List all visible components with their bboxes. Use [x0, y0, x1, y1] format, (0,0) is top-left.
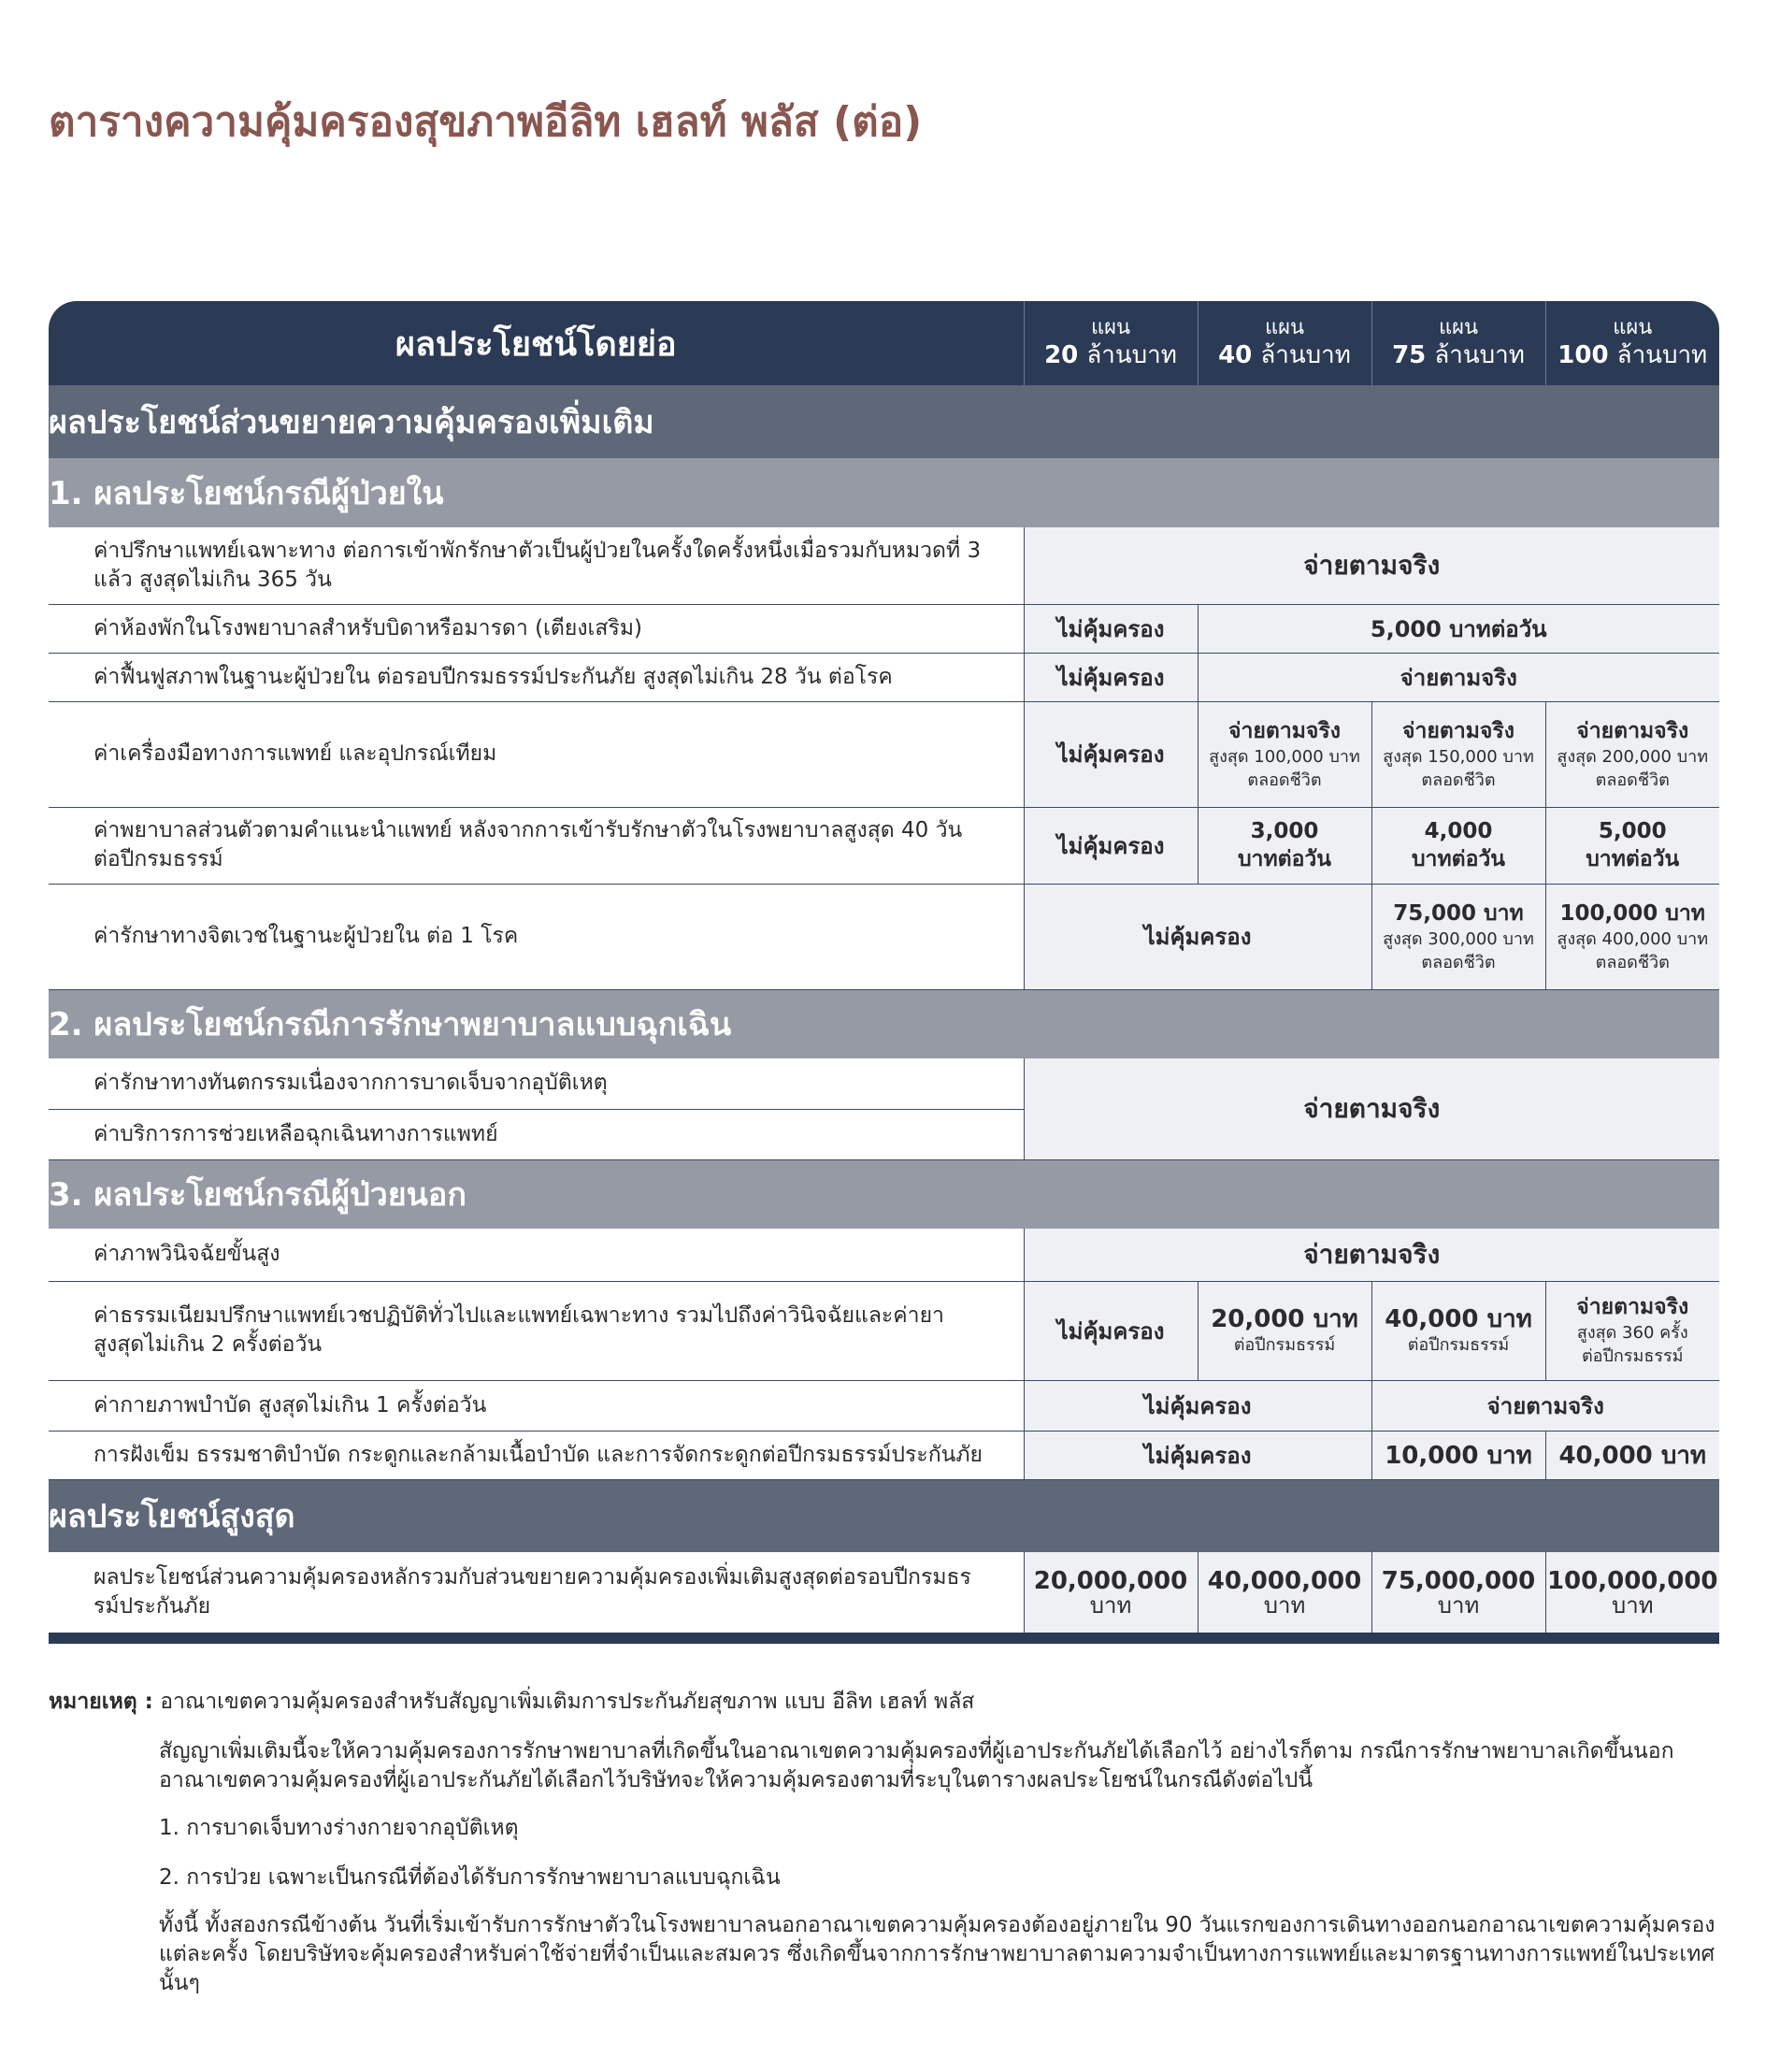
table-row — [49, 1229, 1719, 1281]
table-row — [49, 653, 1719, 701]
benefit-value: จ่ายตามจริง — [1024, 527, 1719, 604]
benefit-value-plan-40-100: จ่ายตามจริง — [1198, 653, 1719, 701]
table-row — [49, 604, 1719, 653]
benefit-description: ค่าบริการการช่วยเหลือฉุกเฉินทางการแพทย์ — [49, 1109, 1024, 1159]
benefit-value-plan-20-40: ไม่คุ้มครอง — [1024, 1380, 1371, 1431]
plan-label: แผน — [1090, 316, 1131, 339]
notes-item-1: 1. การบาดเจ็บทางร่างกายจากอุบัติเหตุ — [159, 1816, 519, 1840]
table-row — [49, 701, 1719, 807]
benefit-value-plan-75-100: จ่ายตามจริง — [1371, 1380, 1719, 1431]
notes-heading-text: อาณาเขตความคุ้มครองสำหรับสัญญาเพิ่มเติมการประกันภัยสุขภาพ แบบ อีลิท เฮลท์ พลัส — [160, 1690, 975, 1714]
header-plan-100 — [1545, 301, 1719, 385]
section-extended-title: ผลประโยชน์ส่วนขยายความคุ้มครองเพิ่มเติม — [49, 385, 1719, 458]
section-1-row — [49, 458, 1719, 527]
benefit-value-plan-100: จ่ายตามจริง สูงสุด 360 ครั้ง ต่อปีกรมธรรม์ — [1545, 1281, 1719, 1380]
header-plan-20 — [1024, 301, 1198, 385]
benefit-value-plan-40-100: 5,000 บาทต่อวัน — [1198, 604, 1719, 653]
benefit-value-plan-100: 100,000 บาท สูงสุด 400,000 บาท ตลอดชีวิต — [1545, 884, 1719, 989]
section-2-row — [49, 989, 1719, 1058]
section-2-title: 2. ผลประโยชน์กรณีการรักษาพยาบาลแบบฉุกเฉิน — [49, 989, 1719, 1058]
benefit-value-plan-75: จ่ายตามจริง สูงสุด 150,000 บาท ตลอดชีวิต — [1371, 701, 1545, 807]
benefit-description: ค่าธรรมเนียมปรึกษาแพทย์เวชปฏิบัติทั่วไปและแพทย์เฉพาะทาง รวมไปถึงค่าวินิจฉัยและค่ายาสูงสุดไม่เกิน 2 ครั้งต่อวัน — [49, 1281, 1024, 1380]
notes-heading — [49, 1688, 1719, 1717]
benefit-description: ผลประโยชน์ส่วนความคุ้มครองหลักรวมกับส่วนขยายความคุ้มครองเพิ่มเติมสูงสุดต่อรอบปีกรมธรรม์ประกันภัย — [49, 1552, 1024, 1633]
benefits-table-container — [49, 301, 1719, 1644]
plan-amount: 40 ล้านบาท — [1218, 341, 1351, 369]
notes-label: หมายเหตุ : — [49, 1690, 153, 1714]
benefit-value-plan-75: 10,000 บาท — [1371, 1431, 1545, 1479]
plan-amount: 20 ล้านบาท — [1044, 341, 1177, 369]
notes-section — [49, 1688, 1719, 1998]
plan-label: แผน — [1264, 316, 1305, 339]
benefit-description: ค่าปรึกษาแพทย์เฉพาะทาง ต่อการเข้าพักรักษาตัวเป็นผู้ป่วยในครั้งใดครั้งหนึ่งเมื่อรวมกับหมวดที่ 3 แล้ว สูงสุดไม่เกิน 365 วัน — [49, 527, 1024, 604]
benefit-value-plan-40: 3,000 บาทต่อวัน — [1198, 807, 1371, 884]
benefit-value-plan-20-40: ไม่คุ้มครอง — [1024, 884, 1371, 989]
table-row — [49, 527, 1719, 604]
benefit-value-plan-40: จ่ายตามจริง สูงสุด 100,000 บาท ตลอดชีวิต — [1198, 701, 1371, 807]
table-header-row — [49, 301, 1719, 385]
section-max-row — [49, 1479, 1719, 1552]
benefit-value-plan-20: ไม่คุ้มครอง — [1024, 604, 1198, 653]
benefit-value-plan-20: ไม่คุ้มครอง — [1024, 807, 1198, 884]
header-benefit-summary: ผลประโยชน์โดยย่อ — [49, 301, 1024, 385]
table-row — [49, 1380, 1719, 1431]
benefit-description: การฝังเข็ม ธรรมชาติบำบัด กระดูกและกล้ามเนื้อบำบัด และการจัดกระดูกต่อปีกรมธรรม์ประกันภัย — [49, 1431, 1024, 1479]
benefit-description: ค่ารักษาทางจิตเวชในฐานะผู้ป่วยใน ต่อ 1 โรค — [49, 884, 1024, 989]
benefit-value-plan-100: 40,000 บาท — [1545, 1431, 1719, 1479]
benefit-value: จ่ายตามจริง — [1024, 1058, 1719, 1159]
max-value-plan-20: 20,000,000 บาท — [1024, 1552, 1198, 1633]
table-row — [49, 884, 1719, 989]
benefit-value-plan-100: จ่ายตามจริง สูงสุด 200,000 บาท ตลอดชีวิต — [1545, 701, 1719, 807]
benefit-description: ค่าภาพวินิจฉัยขั้นสูง — [49, 1229, 1024, 1281]
max-value-plan-100: 100,000,000 บาท — [1545, 1552, 1719, 1633]
section-extended-row — [49, 385, 1719, 458]
benefit-value-plan-75: 40,000 บาท ต่อปีกรมธรรม์ — [1371, 1281, 1545, 1380]
benefit-value-plan-20: ไม่คุ้มครอง — [1024, 1281, 1198, 1380]
table-row — [49, 1552, 1719, 1633]
table-row — [49, 1281, 1719, 1380]
benefit-value-plan-40: 20,000 บาท ต่อปีกรมธรรม์ — [1198, 1281, 1371, 1380]
plan-label: แผน — [1613, 316, 1653, 339]
max-value-plan-40: 40,000,000 บาท — [1198, 1552, 1371, 1633]
section-3-title: 3. ผลประโยชน์กรณีผู้ป่วยนอก — [49, 1159, 1719, 1229]
benefit-description: ค่าพยาบาลส่วนตัวตามคำแนะนำแพทย์ หลังจากการเข้ารับรักษาตัวในโรงพยาบาลสูงสุด 40 วันต่อปีกรมธรรม์ — [49, 807, 1024, 884]
benefits-table — [49, 301, 1719, 1633]
plan-label: แผน — [1438, 316, 1479, 339]
notes-paragraph-1: สัญญาเพิ่มเติมนี้จะให้ความคุ้มครองการรักษาพยาบาลที่เกิดขึ้นในอาณาเขตความคุ้มครองที่ผู้เอาประกันภัยได้เลือกไว้ อย่างไรก็ตาม กรณีการรักษาพยาบาลเกิดขึ้นนอกอาณาเขตความคุ้มครองที่ผู้เอาประกันภัยได้เลือกไว้บริษัทจะให้ความคุ้มครองตามที่ระบุในตารางผลประโยชน์ในกรณีดังต่อไปนี้ — [159, 1739, 1674, 1792]
section-3-row — [49, 1159, 1719, 1229]
header-plan-75 — [1371, 301, 1545, 385]
table-bottom-bar — [49, 1633, 1719, 1644]
max-value-plan-75: 75,000,000 บาท — [1371, 1552, 1545, 1633]
benefit-description: ค่าห้องพักในโรงพยาบาลสำหรับบิดาหรือมารดา (เตียงเสริม) — [49, 604, 1024, 653]
benefit-value-plan-20: ไม่คุ้มครอง — [1024, 653, 1198, 701]
benefit-value-plan-20-40: ไม่คุ้มครอง — [1024, 1431, 1371, 1479]
plan-amount: 75 ล้านบาท — [1392, 341, 1525, 369]
benefit-value-plan-20: ไม่คุ้มครอง — [1024, 701, 1198, 807]
benefit-description: ค่ารักษาทางทันตกรรมเนื่องจากการบาดเจ็บจากอุบัติเหตุ — [49, 1058, 1024, 1109]
header-plan-40 — [1198, 301, 1371, 385]
benefit-description: ค่าฟื้นฟูสภาพในฐานะผู้ป่วยใน ต่อรอบปีกรมธรรม์ประกันภัย สูงสุดไม่เกิน 28 วัน ต่อโรค — [49, 653, 1024, 701]
benefit-value-plan-100: 5,000 บาทต่อวัน — [1545, 807, 1719, 884]
table-row — [49, 1431, 1719, 1479]
benefit-value-plan-75: 4,000 บาทต่อวัน — [1371, 807, 1545, 884]
benefit-description: ค่าเครื่องมือทางการแพทย์ และอุปกรณ์เทียม — [49, 701, 1024, 807]
section-1-title: 1. ผลประโยชน์กรณีผู้ป่วยใน — [49, 458, 1719, 527]
benefit-value-plan-75: 75,000 บาท สูงสุด 300,000 บาท ตลอดชีวิต — [1371, 884, 1545, 989]
page-title: ตารางความคุ้มครองสุขภาพอีลิท เฮลท์ พลัส (ต่อ) — [49, 98, 923, 146]
notes-item-2: 2. การป่วย เฉพาะเป็นกรณีที่ต้องได้รับการรักษาพยาบาลแบบฉุกเฉิน — [159, 1865, 781, 1890]
section-max-title: ผลประโยชน์สูงสุด — [49, 1479, 1719, 1552]
plan-amount: 100 ล้านบาท — [1558, 341, 1708, 369]
table-row — [49, 1058, 1719, 1109]
table-row — [49, 807, 1719, 884]
benefit-value: จ่ายตามจริง — [1024, 1229, 1719, 1281]
benefit-description: ค่ากายภาพบำบัด สูงสุดไม่เกิน 1 ครั้งต่อวัน — [49, 1380, 1024, 1431]
notes-paragraph-2: ทั้งนี้ ทั้งสองกรณีข้างต้น วันที่เริ่มเข้ารับการรักษาตัวในโรงพยาบาลนอกอาณาเขตความคุ้มครองต้องอยู่ภายใน 90 วันแรกของการเดินทางออกนอกอาณาเขตความคุ้มครองแต่ละครั้ง โดยบริษัทจะคุ้มครองสำหรับค่าใช้จ่ายที่จำเป็นและสมควร ซึ่งเกิดขึ้นจากการรักษาพยาบาลตามความจำเป็นทางการแพทย์และมาตรฐานทางการแพทย์ในประเทศนั้นๆ — [159, 1913, 1715, 1995]
